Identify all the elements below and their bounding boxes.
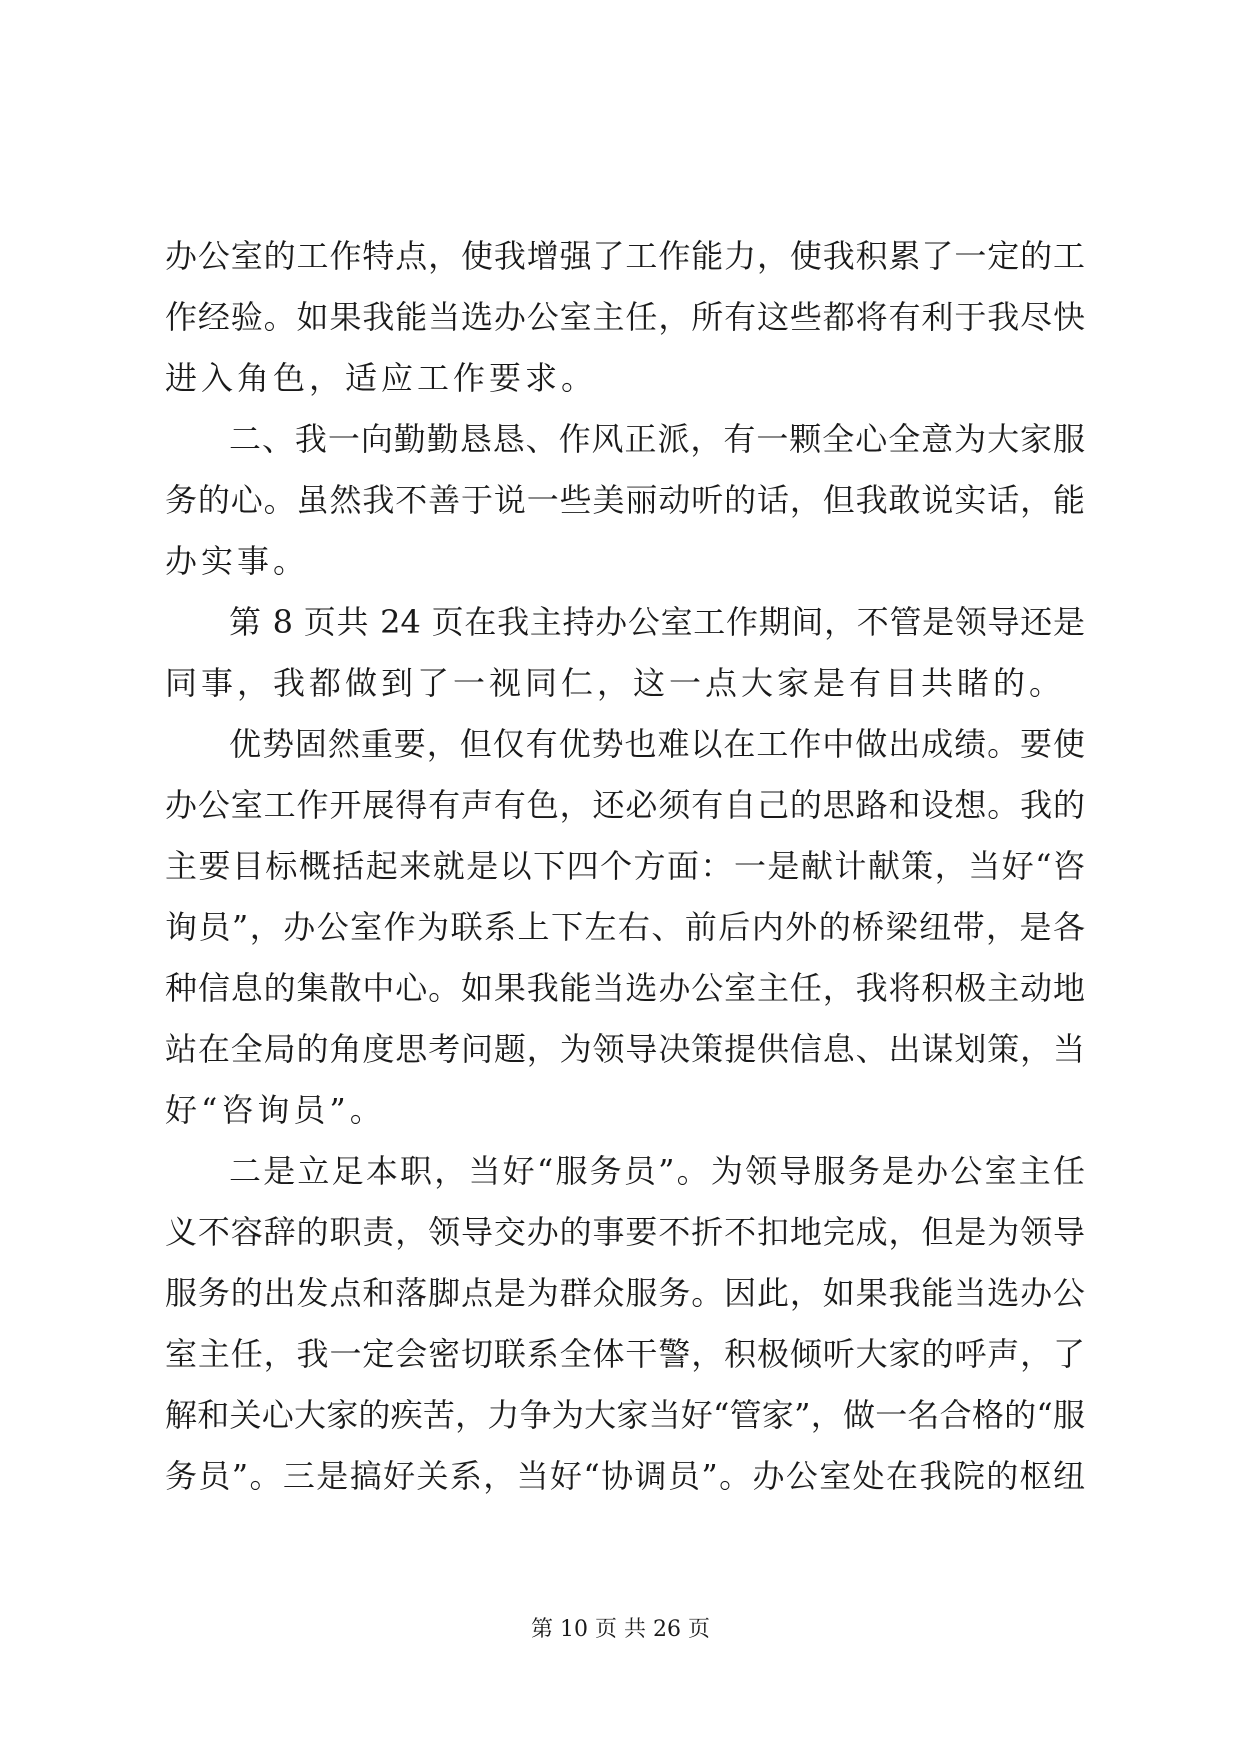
text-line: 解和关心大家的疾苦，力争为大家当好“管家”，做一名合格的“服	[165, 1396, 1085, 1434]
text-line: 义不容辞的职责，领导交办的事要不折不扣地完成，但是为领导	[165, 1213, 1085, 1251]
body-text	[165, 226, 1085, 1507]
text-line: 务的心。虽然我不善于说一些美丽动听的话，但我敢说实话，能	[165, 481, 1085, 519]
text-line: 进入角色，适应工作要求。	[165, 359, 598, 397]
page-number-footer: 第 10 页 共 26 页	[531, 1617, 710, 1642]
text-line: 室主任，我一定会密切联系全体干警，积极倾听大家的呼声，了	[165, 1335, 1085, 1373]
text-line: 好“咨询员”。	[165, 1091, 386, 1129]
text-line: 二、我一向勤勤恳恳、作风正派，有一颗全心全意为大家服	[229, 420, 1085, 458]
text-line: 办实事。	[165, 542, 310, 580]
text-line: 第 8 页共 24 页在我主持办公室工作期间，不管是领导还是	[229, 603, 1085, 641]
text-line: 询员”，办公室作为联系上下左右、前后内外的桥梁纽带，是各	[165, 908, 1085, 946]
text-line: 同事，我都做到了一视同仁，这一点大家是有目共睹的。	[165, 664, 1066, 702]
text-line: 务员”。三是搞好关系，当好“协调员”。办公室处在我院的枢纽	[165, 1457, 1085, 1495]
text-line: 作经验。如果我能当选办公室主任，所有这些都将有利于我尽快	[165, 298, 1085, 336]
text-line: 办公室的工作特点，使我增强了工作能力，使我积累了一定的工	[165, 237, 1085, 275]
text-line: 主要目标概括起来就是以下四个方面：一是献计献策，当好“咨	[165, 847, 1085, 885]
text-line: 优势固然重要，但仅有优势也难以在工作中做出成绩。要使	[229, 725, 1085, 763]
text-line: 种信息的集散中心。如果我能当选办公室主任，我将积极主动地	[165, 969, 1085, 1007]
text-line: 站在全局的角度思考问题，为领导决策提供信息、出谋划策，当	[165, 1030, 1085, 1068]
text-line: 办公室工作开展得有声有色，还必须有自己的思路和设想。我的	[165, 786, 1085, 824]
text-line: 服务的出发点和落脚点是为群众服务。因此，如果我能当选办公	[165, 1274, 1085, 1312]
text-line: 二是立足本职，当好“服务员”。为领导服务是办公室主任	[229, 1152, 1085, 1190]
